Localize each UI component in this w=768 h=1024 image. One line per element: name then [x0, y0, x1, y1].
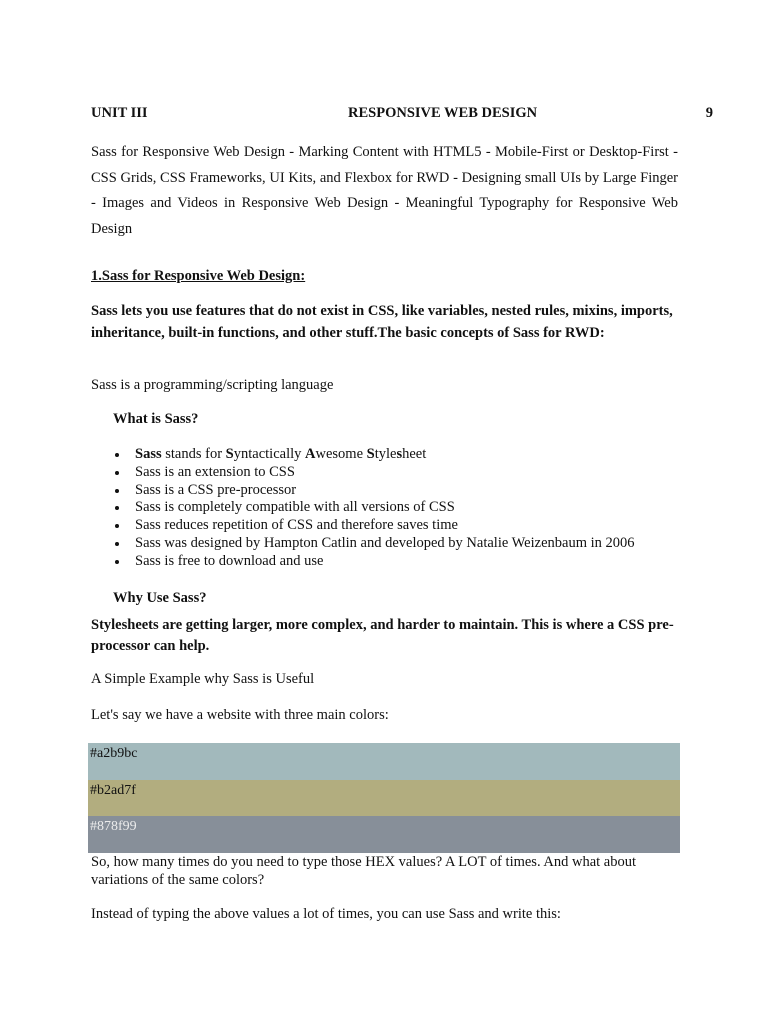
example-title: A Simple Example why Sass is Useful [91, 671, 315, 687]
sass-summary-paragraph: Sass lets you use features that do not exist in CSS, like variables, nested rules, mixins, imports, inheritance, built-in functions, and other stuff.The basic concepts of Sass for RWD: [91, 303, 673, 341]
closing-line: Instead of typing the above values a lot of times, you can use Sass and write this: [91, 906, 561, 922]
page-header [91, 105, 713, 125]
color-swatch-label: #b2ad7f [90, 782, 136, 798]
page-title: RESPONSIVE WEB DESIGN [348, 105, 538, 121]
unit-label: UNIT III [91, 105, 148, 121]
sass-facts-list [113, 446, 635, 571]
list-item: Sass is free to download and use [113, 553, 635, 571]
what-is-sass-heading: What is Sass? [113, 411, 199, 427]
unit-syllabus-intro: Sass for Responsive Web Design - Marking Content with HTML5 - Mobile-First or Desktop-First - CSS Grids, CSS Frameworks, UI Kits, and Flexbox for RWD - Designing small UIs by Large Finger - Images and Videos in Responsive Web Design - Meaningful Typography for Responsive Web Design [91, 144, 678, 237]
list-item: Sass is completely compatible with all versions of CSS [113, 499, 635, 517]
list-item: Sass is a CSS pre-processor [113, 482, 635, 500]
color-swatch-2 [88, 780, 680, 817]
why-use-sass-heading: Why Use Sass? [113, 590, 207, 606]
color-swatch-1 [88, 743, 680, 780]
color-swatch-3 [88, 816, 680, 853]
color-swatch-label: #878f99 [90, 819, 137, 834]
example-intro: Let's say we have a website with three main colors: [91, 707, 389, 723]
list-item: Sass reduces repetition of CSS and therefore saves time [113, 517, 635, 535]
list-item: Sass was designed by Hampton Catlin and developed by Natalie Weizenbaum in 2006 [113, 535, 635, 553]
list-item: Sass stands for Syntactically Awesome Stylesheet [113, 446, 635, 464]
section-heading: 1.Sass for Responsive Web Design: [91, 268, 306, 284]
list-item: Sass is an extension to CSS [113, 464, 635, 482]
page-number: 9 [705, 105, 713, 121]
color-swatch-label: #a2b9bc [90, 746, 138, 761]
hex-question-paragraph: So, how many times do you need to type those HEX values? A LOT of times. And what about variations of the same colors? [91, 854, 637, 888]
why-sass-paragraph: Stylesheets are getting larger, more complex, and harder to maintain. This is where a CSS pre-processor can help. [91, 617, 674, 654]
sass-definition-line: Sass is a programming/scripting language [91, 377, 334, 393]
